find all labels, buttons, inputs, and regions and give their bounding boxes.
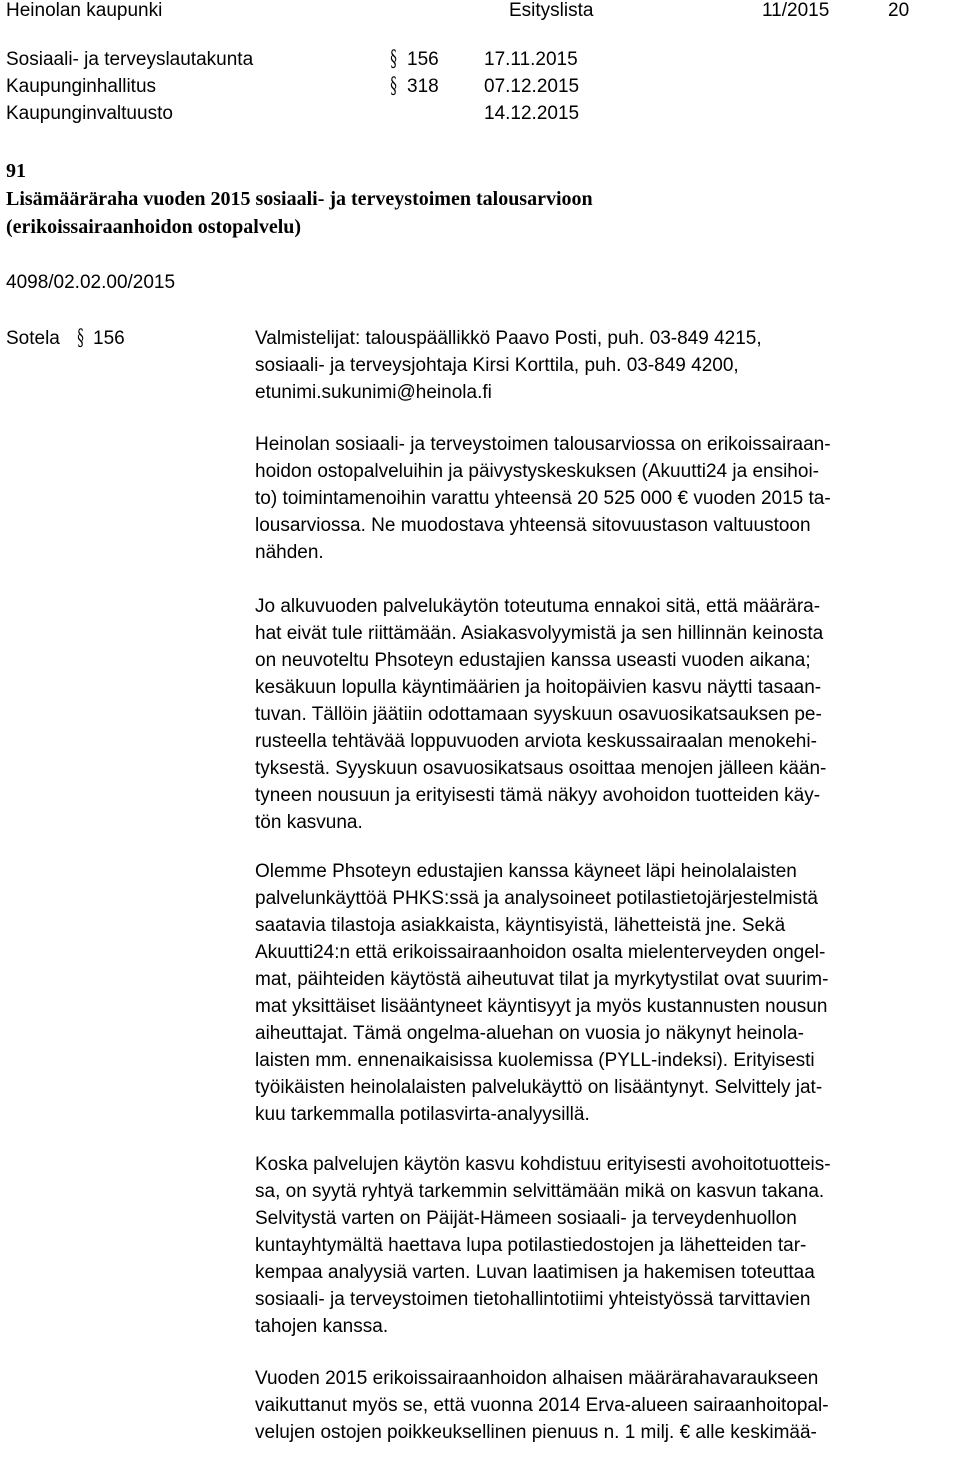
body-paragraph	[255, 858, 960, 1128]
paragraph-line: on neuvoteltu Phsoteyn edustajien kanssa useasti vuoden aikana;	[255, 650, 811, 671]
paragraph-line: vaikuttanut myös se, että vuonna 2014 Erva-alueen sairaanhoitopal-	[255, 1395, 829, 1416]
paragraph-line: tyksestä. Syyskuun osavuosikatsaus osoittaa menojen jälleen kään-	[255, 758, 827, 779]
meeting-date: 17.11.2015	[484, 49, 578, 70]
paragraph-line: sa, on syytä ryhtyä tarkemmin selvittämään mikä on kasvun takana.	[255, 1181, 825, 1202]
paragraph-line: tyneen nousuun ja erityisesti tämä näkyy avohoidon tuotteiden käy-	[255, 785, 821, 806]
item-title-line: Lisämääräraha vuoden 2015 sosiaali- ja terveystoimen talousarvioon	[6, 188, 593, 210]
paragraph-line: tuvan. Tällöin jäätiin odottamaan syyskuun osavuosikatsauksen pe-	[255, 704, 822, 725]
body-paragraph	[255, 1151, 960, 1340]
body-name: Kaupunginhallitus	[6, 76, 157, 97]
paragraph-line: tahojen kanssa.	[255, 1316, 389, 1337]
preparer-label: Sotela	[6, 328, 60, 349]
section-sign-icon: §	[77, 326, 84, 351]
meeting-date: 07.12.2015	[484, 76, 580, 97]
paragraph-line: laisten mm. ennenaikaisissa kuolemissa (PYLL-indeksi). Erityisesti	[255, 1050, 815, 1071]
paragraph-line: mat yksittäiset lisääntyneet käyntisyyt ja myös kustannusten nousun	[255, 996, 828, 1017]
body-paragraph	[255, 593, 960, 836]
paragraph-line: Jo alkuvuoden palvelukäytön toteutuma ennakoi sitä, että määrära-	[255, 596, 821, 617]
paragraph-line: tön kasvuna.	[255, 812, 363, 833]
paragraph-line: Akuutti24:n että erikoissairaanhoidon osalta mielenterveyden ongel-	[255, 942, 826, 963]
body-name: Kaupunginvaltuusto	[6, 103, 173, 124]
body-paragraph	[255, 431, 960, 566]
paragraph-line: nähden.	[255, 542, 324, 563]
body-paragraph	[255, 1365, 960, 1446]
record-id: 4098/02.02.00/2015	[6, 272, 176, 293]
section-sign-icon: §	[390, 74, 397, 99]
city-name: Heinolan kaupunki	[6, 0, 163, 21]
paragraph-line: to) toimintamenoihin varattu yhteensä 20 525 000 € vuoden 2015 ta-	[255, 488, 831, 509]
item-title-line: (erikoissairaanhoidon ostopalvelu)	[6, 216, 302, 238]
paragraph-line: kesäkuun lopulla käyntimäärien ja hoitopäivien kasvu näytti tasaan-	[255, 677, 822, 698]
paragraph-line: aiheuttajat. Tämä ongelma-aluehan on vuosia jo näkynyt heinola-	[255, 1023, 804, 1044]
paragraph-line: kuntayhtymältä haettava lupa potilastiedostojen ja lähetteiden tar-	[255, 1235, 807, 1256]
preparer-email: etunimi.sukunimi@heinola.fi	[255, 382, 492, 403]
section-sign-icon: §	[390, 47, 397, 72]
body-name: Sosiaali- ja terveyslautakunta	[6, 49, 254, 70]
page-number: 20	[888, 0, 910, 21]
paragraph-line: hoidon ostopalveluihin ja päivystyskeskuksen (Akuutti24 ja ensihoi-	[255, 461, 819, 482]
list-number: 11/2015	[762, 0, 830, 21]
paragraph-line: hat eivät tule riittämään. Asiakasvolyymistä ja sen hillinnän keinosta	[255, 623, 824, 644]
section-number: 318	[407, 76, 439, 97]
meeting-date: 14.12.2015	[484, 103, 580, 124]
paragraph-line: velujen ostojen poikkeuksellinen pienuus n. 1 milj. € alle keskimää-	[255, 1422, 817, 1443]
paragraph-line: Olemme Phsoteyn edustajien kanssa käyneet läpi heinolalaisten	[255, 861, 797, 882]
preparer-line: Valmistelijat: talouspäällikkö Paavo Posti, puh. 03-849 4215,	[255, 328, 762, 349]
paragraph-line: kuu tarkemmalla potilasvirta-analyysillä.	[255, 1104, 590, 1125]
paragraph-line: työikäisten heinolalaisten palvelukäyttö on lisääntynyt. Selvittely jat-	[255, 1077, 823, 1098]
preparer-section: 156	[93, 328, 125, 349]
paragraph-line: sosiaali- ja terveystoimen tietohallintotiimi yhteistyössä tarvittavien	[255, 1289, 811, 1310]
preparer-line: sosiaali- ja terveysjohtaja Kirsi Korttila, puh. 03-849 4200,	[255, 355, 739, 376]
paragraph-line: Vuoden 2015 erikoissairaanhoidon alhaisen määrärahavaraukseen	[255, 1368, 819, 1389]
item-number: 91	[6, 160, 26, 182]
paragraph-line: saatavia tilastoja asiakkaista, käyntisyistä, lähetteistä jne. Sekä	[255, 915, 786, 936]
paragraph-line: kempaa analyysiä varten. Luvan laatimisen ja hakemisen toteuttaa	[255, 1262, 815, 1283]
section-number: 156	[407, 49, 439, 70]
paragraph-line: lousarviossa. Ne muodostava yhteensä sitovuustason valtuustoon	[255, 515, 811, 536]
paragraph-line: Heinolan sosiaali- ja terveystoimen talousarviossa on erikoissairaan-	[255, 434, 831, 455]
paragraph-line: Selvitystä varten on Päijät-Hämeen sosiaali- ja terveydenhuollon	[255, 1208, 797, 1229]
paragraph-line: rusteella tehtävää loppuvuoden arviota keskussairaalan menokehi-	[255, 731, 817, 752]
paragraph-line: Koska palvelujen käytön kasvu kohdistuu erityisesti avohoitotuotteis-	[255, 1154, 831, 1175]
document-type: Esityslista	[509, 0, 594, 21]
paragraph-line: mat, päihteiden käytöstä aiheutuvat tilat ja myrkytystilat ovat suurim-	[255, 969, 829, 990]
paragraph-line: palvelunkäyttöä PHKS:ssä ja analysoineet potilastietojärjestelmistä	[255, 888, 818, 909]
